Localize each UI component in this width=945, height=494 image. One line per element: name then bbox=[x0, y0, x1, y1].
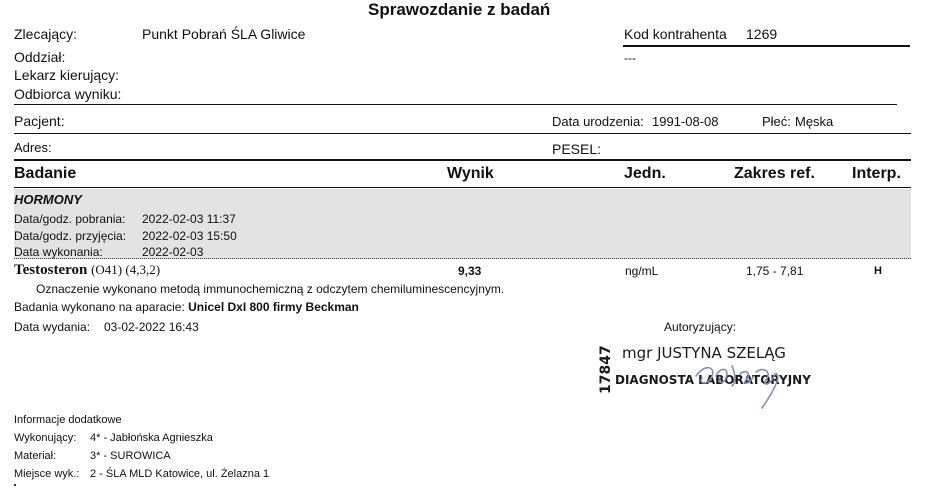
plec-label: Płeć: bbox=[762, 114, 791, 129]
adres-label: Adres: bbox=[14, 140, 52, 155]
signature-icon bbox=[690, 346, 800, 416]
test-unit: ng/mL bbox=[625, 264, 659, 278]
header-divider bbox=[14, 104, 897, 105]
pacjent-label: Pacjent: bbox=[14, 113, 65, 129]
wykonania-value: 2022-02-03 bbox=[142, 245, 204, 259]
oddzial-label: Oddział: bbox=[14, 49, 66, 65]
data-urodzenia-value: 1991-08-08 bbox=[652, 114, 719, 129]
pesel-label: PESEL: bbox=[552, 141, 602, 157]
przyjecia-value: 2022-02-03 15:50 bbox=[142, 229, 237, 243]
test-name-text: Testosteron bbox=[14, 262, 88, 278]
odbiorca-label: Odbiorca wyniku: bbox=[14, 86, 122, 102]
additional-title: Informacje dodatkowe bbox=[14, 414, 122, 426]
data-urodzenia-label: Data urodzenia: bbox=[552, 114, 644, 129]
apparatus-line bbox=[14, 300, 359, 314]
apparatus-label: Badania wykonano na aparacie: bbox=[14, 300, 185, 314]
col-zakres-header: Zakres ref. bbox=[734, 165, 815, 182]
patient-divider bbox=[14, 133, 911, 134]
test-method-note: Oznaczenie wykonano metodą immunochemiczną z odczytem chemiluminescencyjnym. bbox=[36, 282, 505, 296]
pobrania-label: Data/godz. pobrania: bbox=[14, 212, 126, 226]
lekarz-label: Lekarz kierujący: bbox=[14, 67, 120, 83]
plec-value: Męska bbox=[795, 114, 834, 129]
section-dotted-rule bbox=[14, 258, 911, 259]
footer-dot bbox=[14, 484, 16, 486]
stamp-title: DIAGNOSTA LABORATORYJNY bbox=[615, 373, 811, 387]
test-code: (O41) (4,3,2) bbox=[91, 262, 161, 277]
test-interp-flag: H bbox=[874, 265, 882, 277]
wykonujacy-label: Wykonujący: bbox=[14, 432, 77, 444]
wykonujacy-value: 4* - Jabłońska Agnieszka bbox=[90, 432, 213, 444]
zlecajacy-value: Punkt Pobrań ŚLA Gliwice bbox=[142, 26, 306, 42]
kod-kontrahenta-value: 1269 bbox=[746, 26, 778, 42]
section-name: HORMONY bbox=[14, 192, 82, 207]
table-header-rule bbox=[14, 187, 911, 188]
material-label: Materiał: bbox=[14, 450, 57, 462]
zlecajacy-label: Zlecający: bbox=[14, 26, 78, 42]
table-top-rule bbox=[14, 159, 911, 161]
autoryzujacy-label: Autoryzujący: bbox=[664, 320, 737, 334]
test-name bbox=[14, 262, 160, 279]
apparatus-value: Unicel DxI 800 firmy Beckman bbox=[188, 300, 359, 314]
stamp-name: mgr JUSTYNA SZELĄG bbox=[622, 344, 786, 362]
data-wydania-label: Data wydania: bbox=[14, 320, 91, 334]
oddzial-value: --- bbox=[624, 51, 636, 65]
miejsce-value: 2 - ŚLA MLD Katowice, ul. Żelazna 1 bbox=[90, 468, 270, 480]
wykonania-label: Data wykonania: bbox=[14, 245, 103, 259]
kod-kontrahenta-label: Kod kontrahenta bbox=[624, 26, 727, 42]
report-title: Sprawozdanie z badań bbox=[368, 0, 551, 19]
test-range: 1,75 - 7,81 bbox=[746, 264, 804, 278]
data-wydania-value: 03-02-2022 16:43 bbox=[104, 320, 199, 334]
test-result: 9,33 bbox=[458, 264, 482, 278]
miejsce-label: Miejsce wyk.: bbox=[14, 468, 80, 480]
stamp-number: 17847 bbox=[598, 345, 614, 394]
pobrania-value: 2022-02-03 11:37 bbox=[142, 212, 236, 226]
col-badanie-header: Badanie bbox=[14, 165, 77, 182]
przyjecia-label: Data/godz. przyjęcia: bbox=[14, 229, 127, 243]
material-value: 3* - SUROWICA bbox=[90, 450, 171, 462]
col-interp-header: Interp. bbox=[852, 165, 901, 182]
col-jedn-header: Jedn. bbox=[624, 165, 666, 182]
kod-underline bbox=[623, 45, 910, 47]
col-wynik-header: Wynik bbox=[447, 165, 494, 182]
